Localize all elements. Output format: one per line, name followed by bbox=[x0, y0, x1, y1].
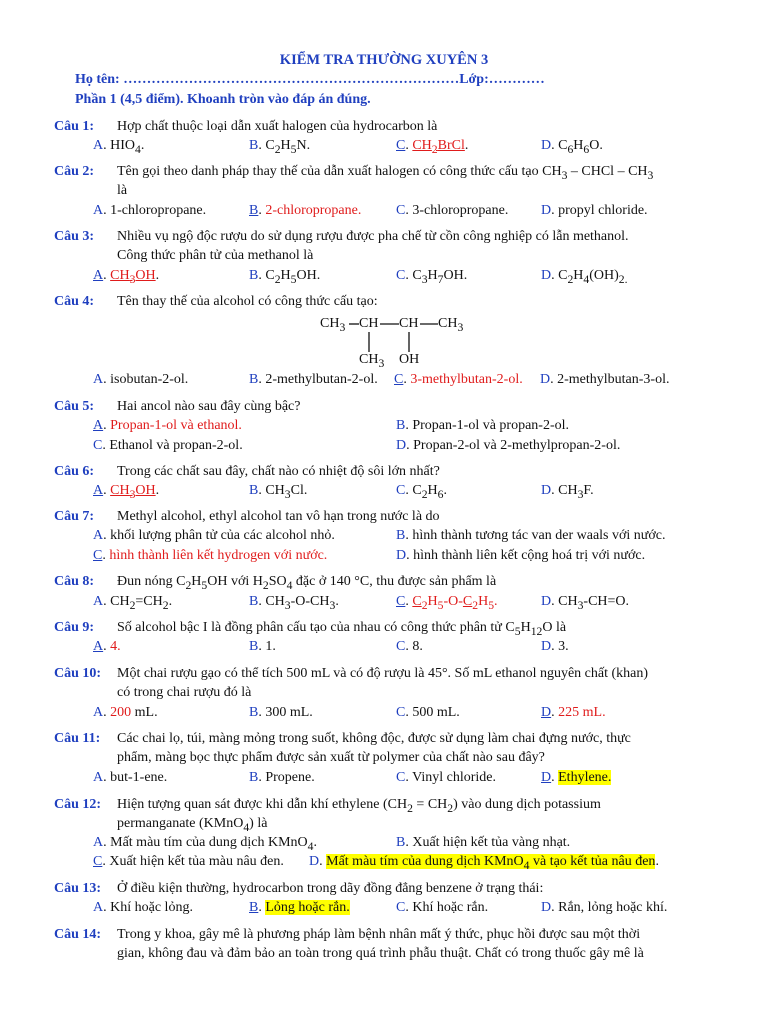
question-stem: Nhiều vụ ngộ độc rượu do sử dụng rượu được pha chế từ cồn công nghiệp có lẫn methanol. bbox=[117, 229, 629, 244]
option-b: B. 300 mL. bbox=[249, 705, 313, 720]
question-number: Câu 12: bbox=[54, 797, 102, 812]
question-stem: Hợp chất thuộc loại dẫn xuất halogen của hydrocarbon là bbox=[117, 119, 438, 134]
option-c: C. 3-chloropropane. bbox=[396, 203, 509, 218]
question-stem: Hiện tượng quan sát được khi dẫn khí ethylene $(CH_2 = CH_2)$ vào dung dịch potassium bbox=[117, 797, 601, 815]
question-number: Câu 6: bbox=[54, 464, 95, 479]
question-stem: Tên thay thế của alcohol có công thức cấu tạo: bbox=[117, 294, 378, 309]
formula-ch: CH bbox=[399, 316, 419, 331]
option-c: C. Xuất hiện kết tủa màu nâu đen. bbox=[93, 854, 284, 869]
question-stem-cont: phẩm, màng bọc thực phẩm được sản xuất từ polymer của chất nào sau đây? bbox=[117, 750, 545, 765]
option-c: C. $C_3H_7OH$. bbox=[396, 268, 468, 286]
question-number: Câu 10: bbox=[54, 666, 102, 681]
option-b: B. 1. bbox=[249, 639, 276, 654]
option-a-answer: A. 4. bbox=[93, 639, 121, 654]
formula-oh: OH bbox=[399, 352, 420, 367]
question-stem: Số alcohol bậc I là đồng phân cấu tạo của nhau có công thức phân tử $C_5H_{12}O$ là bbox=[117, 620, 567, 638]
question-stem: Trong các chất sau đây, chất nào có nhiệt độ sôi lớn nhất? bbox=[117, 464, 440, 479]
structural-formula-bonds bbox=[340, 318, 450, 358]
option-c: C. Khí hoặc rắn. bbox=[396, 900, 489, 915]
option-a: A. $CH_2=CH_2$. bbox=[93, 594, 173, 612]
option-b-answer: B. 2-chloropropane. bbox=[249, 203, 362, 218]
question-number: Câu 14: bbox=[54, 927, 102, 942]
question-number: Câu 11: bbox=[54, 731, 101, 746]
option-b: B. hình thành tương tác van der waals với nước. bbox=[396, 528, 666, 543]
question-stem: Methyl alcohol, ethyl alcohol tan vô hạn trong nước là do bbox=[117, 509, 440, 524]
option-d-answer: D. Mất màu tím của dung dịch KMnO$_4$ và tạo kết tủa nâu đen. bbox=[309, 854, 659, 872]
question-stem-cont: có trong chai rượu đó là bbox=[117, 685, 252, 700]
question-number: Câu 2: bbox=[54, 164, 95, 179]
option-c-answer: C. hình thành liên kết hydrogen với nước. bbox=[93, 548, 328, 563]
option-a: A. khối lượng phân tử của các alcohol nhỏ. bbox=[93, 528, 335, 543]
question-number: Câu 4: bbox=[54, 294, 95, 309]
formula-ch3: $CH_3$ bbox=[438, 316, 464, 334]
question-number: Câu 13: bbox=[54, 881, 102, 896]
part-heading: Phần 1 (4,5 điểm). Khoanh tròn vào đáp án đúng. bbox=[75, 92, 371, 107]
option-d: D. 3. bbox=[541, 639, 569, 654]
option-a-answer: A. $CH_3OH$. bbox=[93, 483, 160, 501]
question-stem-cont: gian, không đau và đảm bảo an toàn trong quá trình phẫu thuật. Chất có trong thuốc gây mê là bbox=[117, 946, 644, 961]
option-a: A. $HIO_4$. bbox=[93, 138, 145, 156]
formula-ch3: $CH_3$ bbox=[320, 316, 346, 334]
question-number: Câu 3: bbox=[54, 229, 95, 244]
option-d: D. $CH_3-CH=O$. bbox=[541, 594, 630, 612]
option-c: C. $C_2H_6$. bbox=[396, 483, 447, 501]
question-number: Câu 9: bbox=[54, 620, 95, 635]
question-stem: Hai ancol nào sau đây cùng bậc? bbox=[117, 399, 301, 414]
option-a-answer: A. Propan-1-ol và ethanol. bbox=[93, 418, 242, 433]
option-b-answer: B. Lỏng hoặc rắn. bbox=[249, 900, 350, 915]
option-d: D. $C_6H_6O$. bbox=[541, 138, 603, 156]
option-a: A. 1-chloropropane. bbox=[93, 203, 207, 218]
question-stem-cont: Công thức phân tử của methanol là bbox=[117, 248, 314, 263]
option-b: B. 2-methylbutan-2-ol. bbox=[249, 372, 378, 387]
option-d-answer: D. 225 mL. bbox=[541, 705, 606, 720]
formula-ch3: $CH_3$ bbox=[359, 352, 385, 370]
question-stem: Các chai lọ, túi, màng mỏng trong suốt, không độc, được sử dụng làm chai đựng nước, thực bbox=[117, 731, 631, 746]
question-number: Câu 7: bbox=[54, 509, 95, 524]
option-d: D. hình thành liên kết cộng hoá trị với nước. bbox=[396, 548, 646, 563]
option-d: D. Propan-2-ol và 2-methylpropan-2-ol. bbox=[396, 438, 621, 453]
option-b: B. Propene. bbox=[249, 770, 315, 785]
option-c-answer: C. $CH_2BrCl$. bbox=[396, 138, 469, 156]
option-c-answer: C. 3-methylbutan-2-ol. bbox=[394, 372, 523, 387]
question-stem: Tên gọi theo danh pháp thay thế của dẫn xuất halogen có công thức cấu tạo $CH_3$ – CHCl – $CH_3$ bbox=[117, 164, 654, 182]
question-stem: Trong y khoa, gây mê là phương pháp làm bệnh nhân mất ý thức, phục hồi được sau một thời bbox=[117, 927, 641, 942]
option-d: D. $CH_3F$. bbox=[541, 483, 594, 501]
question-number: Câu 8: bbox=[54, 574, 95, 589]
option-a: A. Mất màu tím của dung dịch KMnO$_4$. bbox=[93, 835, 317, 853]
formula-ch: CH bbox=[359, 316, 379, 331]
option-a-answer: A. $CH_3OH$. bbox=[93, 268, 160, 286]
name-class-line: Họ tên: ………………………………………………………………Lớp:………… bbox=[75, 72, 545, 87]
question-stem: Ở điều kiện thường, hydrocarbon trong dãy đồng đẳng benzene ở trạng thái: bbox=[117, 881, 544, 896]
question-stem-cont: permanganate (KMnO$_4$) là bbox=[117, 816, 268, 834]
option-b: B. $CH_3Cl$. bbox=[249, 483, 308, 501]
option-b: B. $CH_3-O-CH_3$. bbox=[249, 594, 339, 612]
option-b: B. Xuất hiện kết tủa vàng nhạt. bbox=[396, 835, 571, 850]
option-d: D. $C_2H_4(OH)_{2.}$ bbox=[541, 268, 628, 286]
option-d: D. Rắn, lỏng hoặc khí. bbox=[541, 900, 668, 915]
option-c: C. Vinyl chloride. bbox=[396, 770, 497, 785]
option-c-answer: C. $C_2H_5-O-C_2H_5$. bbox=[396, 594, 498, 612]
option-b: B. Propan-1-ol và propan-2-ol. bbox=[396, 418, 570, 433]
option-a: A. isobutan-2-ol. bbox=[93, 372, 189, 387]
option-a: A. but-1-ene. bbox=[93, 770, 168, 785]
question-stem-cont: là bbox=[117, 183, 128, 198]
option-c: C. Ethanol và propan-2-ol. bbox=[93, 438, 243, 453]
option-d-answer: D. Ethylene. bbox=[541, 770, 612, 785]
option-a: A. Khí hoặc lỏng. bbox=[93, 900, 193, 915]
question-number: Câu 1: bbox=[54, 119, 95, 134]
option-c: C. 500 mL. bbox=[396, 705, 460, 720]
option-c: C. 8. bbox=[396, 639, 423, 654]
question-stem: Một chai rượu gạo có thể tích 500 mL và có độ rượu là 45°. Số mL ethanol nguyên chất (khan) bbox=[117, 666, 649, 681]
option-b: B. $C_2H_5N$. bbox=[249, 138, 311, 156]
question-stem: Đun nóng $C_2H_5OH$ với $H_2SO_4$ đặc ở 140 °C, thu được sản phẩm là bbox=[117, 574, 497, 592]
option-d: D. 2-methylbutan-3-ol. bbox=[540, 372, 670, 387]
option-b: B. $C_2H_5OH$. bbox=[249, 268, 321, 286]
page-title: KIỂM TRA THƯỜNG XUYÊN 3 bbox=[279, 52, 489, 68]
question-number: Câu 5: bbox=[54, 399, 95, 414]
option-d: D. propyl chloride. bbox=[541, 203, 648, 218]
option-a: A. 200 mL. bbox=[93, 705, 158, 720]
